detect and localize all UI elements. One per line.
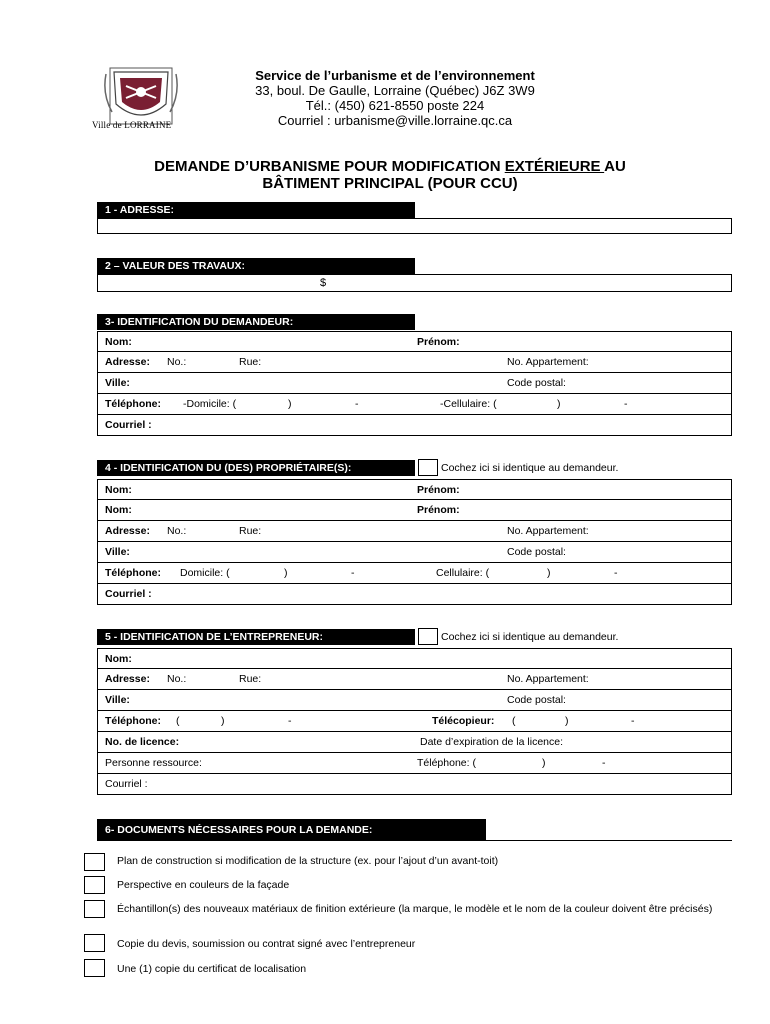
s3-paren-1: ) [288, 398, 292, 410]
doc-item-3: Échantillon(s) des nouveaux matériaux de finition extérieure (la marque, le modèle et le nom de la couleur doivent être précisés) [117, 903, 713, 915]
doc-checkbox-5[interactable] [84, 959, 105, 977]
s3-domicile: -Domicile: ( [183, 398, 237, 410]
s4-ville: Ville: [105, 546, 130, 558]
s4-paren-2: ) [547, 567, 551, 579]
s3-ville: Ville: [105, 377, 130, 389]
s4-cellulaire: Cellulaire: ( [436, 567, 490, 579]
s5-paren-2: ) [565, 715, 569, 727]
s3-courriel: Courriel : [105, 419, 152, 431]
s5-address-row[interactable] [97, 669, 732, 690]
s4-paren-1: ) [284, 567, 288, 579]
s5-same-checkbox[interactable] [418, 628, 438, 645]
s4-same-checkbox[interactable] [418, 459, 438, 476]
s5-dash-3: - [602, 757, 606, 769]
s3-rue: Rue: [239, 356, 262, 368]
s5-dash-2: - [631, 715, 635, 727]
s5-tel: Téléphone: [105, 715, 162, 727]
title-underlined: EXTÉRIEURE [504, 158, 605, 175]
s4-no: No.: [167, 525, 187, 537]
s3-dash-1: - [355, 398, 359, 410]
s5-paren-1: ) [221, 715, 225, 727]
s4-domicile: Domicile: ( [180, 567, 230, 579]
s4-adresse: Adresse: [105, 525, 150, 537]
section-6-label: 6- DOCUMENTS NÉCESSAIRES POUR LA DEMANDE: [97, 819, 486, 841]
form-title [110, 158, 670, 192]
s3-paren-2: ) [557, 398, 561, 410]
s3-address-row[interactable] [97, 352, 732, 373]
s5-nom: Nom: [105, 653, 132, 665]
title-line2: BÂTIMENT PRINCIPAL (POUR CCU) [262, 175, 518, 192]
work-value-field[interactable] [97, 274, 732, 292]
section-6-rule [486, 840, 732, 841]
s3-name-row[interactable] [97, 331, 732, 352]
s3-dash-2: - [624, 398, 628, 410]
s4-appt: No. Appartement: [507, 525, 589, 537]
title-line1: DEMANDE D’URBANISME POUR MODIFICATION [154, 158, 505, 175]
currency-symbol: $ [320, 277, 327, 289]
s3-code-postal: Code postal: [507, 377, 566, 389]
s4-code-postal: Code postal: [507, 546, 566, 558]
s3-adresse: Adresse: [105, 356, 150, 368]
s5-personne: Personne ressource: [105, 757, 202, 769]
section-4-label: 4 - IDENTIFICATION DU (DES) PROPRIÉTAIRE(S): [97, 460, 415, 476]
s4-nom-1: Nom: [105, 484, 132, 496]
s5-contact-row[interactable] [97, 753, 732, 774]
s4-city-row[interactable] [97, 542, 732, 563]
s5-licence: No. de licence: [105, 736, 180, 748]
title-line1-end: AU [604, 158, 626, 175]
s4-nom-2: Nom: [105, 504, 132, 516]
s5-adresse: Adresse: [105, 673, 150, 685]
s4-prenom-2: Prénom: [417, 504, 460, 516]
s5-licence-row[interactable] [97, 732, 732, 753]
doc-checkbox-4[interactable] [84, 934, 105, 952]
s3-prenom: Prénom: [417, 336, 460, 348]
office-email: Courriel : urbanisme@ville.lorraine.qc.ca [277, 113, 513, 128]
s5-ville: Ville: [105, 694, 130, 706]
section-3-label: 3- IDENTIFICATION DU DEMANDEUR: [97, 314, 415, 330]
office-address: 33, boul. De Gaulle, Lorraine (Québec) J6Z 3W9 [255, 83, 535, 98]
s3-appt: No. Appartement: [507, 356, 589, 368]
s5-phone-row[interactable] [97, 711, 732, 732]
s4-email-row[interactable] [97, 584, 732, 605]
doc-item-5: Une (1) copie du certificat de localisation [117, 963, 307, 975]
section-2-label: 2 – VALEUR DES TRAVAUX: [97, 258, 415, 274]
doc-item-1: Plan de construction si modification de la structure (ex. pour l’ajout d’un avant-toit) [117, 855, 499, 867]
s5-rue: Rue: [239, 673, 262, 685]
doc-checkbox-2[interactable] [84, 876, 105, 894]
s5-same-text: Cochez ici si identique au demandeur. [441, 631, 619, 643]
s3-nom: Nom: [105, 336, 132, 348]
section-5-label: 5 - IDENTIFICATION DE L’ENTREPRENEUR: [97, 629, 415, 645]
section-1-label: 1 - ADRESSE: [97, 202, 415, 218]
s5-no: No.: [167, 673, 187, 685]
s3-no: No.: [167, 356, 187, 368]
s4-dash-2: - [614, 567, 618, 579]
s5-telecopieur: Télécopieur: [432, 715, 495, 727]
s5-courriel: Courriel : [105, 778, 148, 790]
s4-name-row-2[interactable] [97, 500, 732, 521]
s3-tel: Téléphone: [105, 398, 162, 410]
office-phone: Tél.: (450) 621-8550 poste 224 [305, 98, 485, 113]
s4-address-row[interactable] [97, 521, 732, 542]
s5-paren-3: ) [542, 757, 546, 769]
s3-city-row[interactable] [97, 373, 732, 394]
s5-email-row[interactable] [97, 774, 732, 795]
s5-paren-open-2: ( [512, 715, 516, 727]
s5-appt: No. Appartement: [507, 673, 589, 685]
s4-rue: Rue: [239, 525, 262, 537]
s4-same-text: Cochez ici si identique au demandeur. [441, 462, 619, 474]
address-field[interactable] [97, 218, 732, 234]
s5-city-row[interactable] [97, 690, 732, 711]
s4-prenom-1: Prénom: [417, 484, 460, 496]
s3-email-row[interactable] [97, 415, 732, 436]
s3-phone-row[interactable] [97, 394, 732, 415]
s4-name-row-1[interactable] [97, 479, 732, 500]
logo-caption: Ville de LORRAINE [92, 120, 172, 130]
office-header [200, 68, 590, 128]
s3-cellulaire: -Cellulaire: ( [440, 398, 497, 410]
s5-tel2: Téléphone: ( [417, 757, 476, 769]
doc-checkbox-1[interactable] [84, 853, 105, 871]
doc-item-4: Copie du devis, soumission ou contrat signé avec l’entrepreneur [117, 938, 416, 950]
doc-checkbox-3[interactable] [84, 900, 105, 918]
s5-paren-open: ( [176, 715, 180, 727]
s5-dash-1: - [288, 715, 292, 727]
s4-courriel: Courriel : [105, 588, 152, 600]
s4-phone-row[interactable] [97, 563, 732, 584]
s4-tel: Téléphone: [105, 567, 162, 579]
s4-dash-1: - [351, 567, 355, 579]
s5-name-row[interactable] [97, 648, 732, 669]
doc-item-2: Perspective en couleurs de la façade [117, 879, 290, 891]
s5-code-postal: Code postal: [507, 694, 566, 706]
service-name: Service de l’urbanisme et de l’environnement [255, 68, 535, 83]
s5-expiration: Date d’expiration de la licence: [420, 736, 564, 748]
